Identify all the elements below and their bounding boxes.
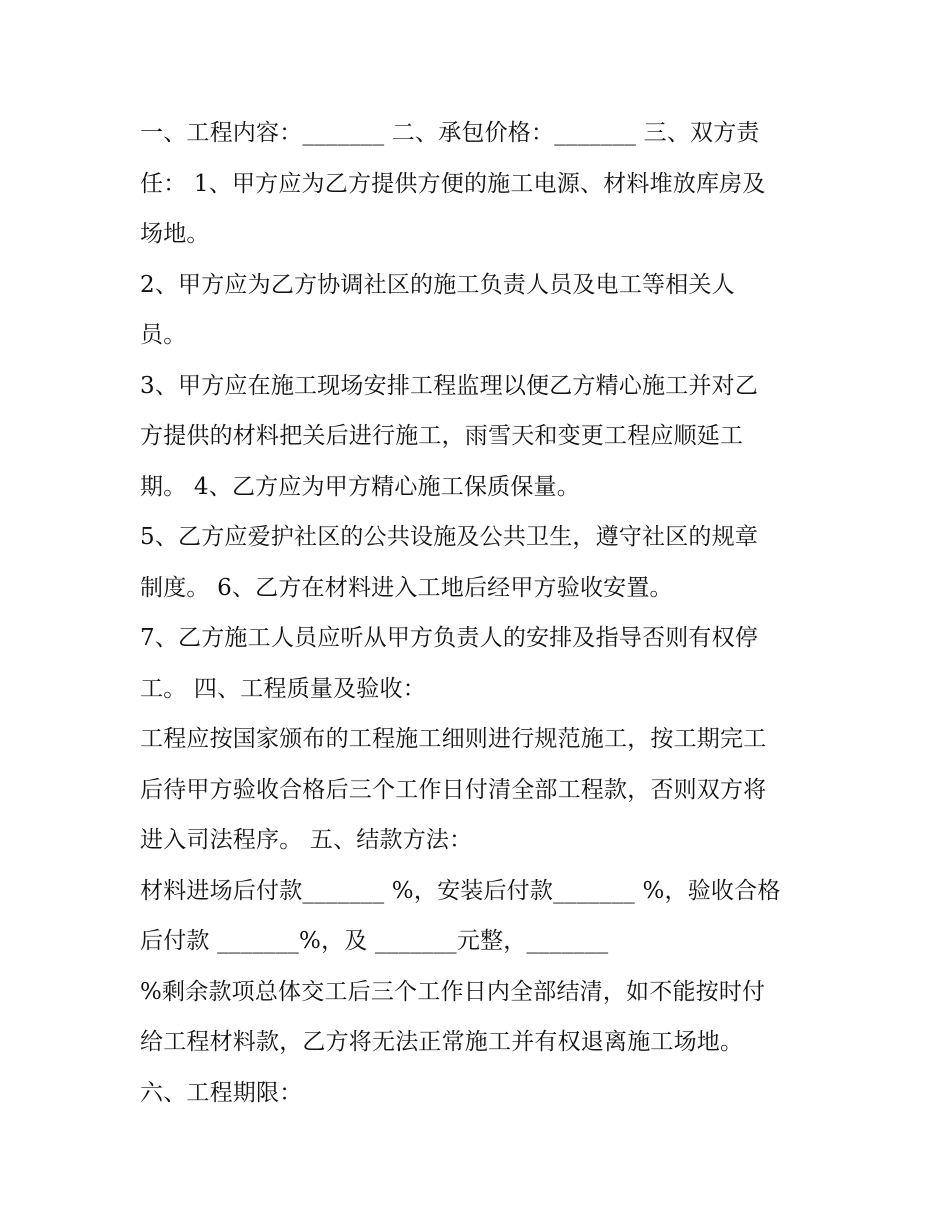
text-line: %剩余款项总体交工后三个工作日内全部结清，如不能按时付 [140, 978, 766, 1005]
text-line: 进入司法程序。 五、结款方法： [140, 827, 473, 853]
text-line: 场地。 [140, 221, 210, 247]
text-line: 工程应按国家颁布的工程施工细则进行规范施工，按工期完工 [140, 726, 767, 752]
text-line: 制度。 6、乙方在材料进入工地后经甲方验收安置。 [140, 574, 673, 601]
text-line: 员。 [140, 322, 187, 348]
text-line: 材料进场后付款_______ %，安装后付款_______ %，验收合格 [140, 877, 781, 904]
text-line: 六、工程期限： [140, 1079, 303, 1106]
text-line: 给工程材料款，乙方将无法正常施工并有权退离施工场地。 [140, 1029, 744, 1055]
text-line: 7、乙方施工人员应听从甲方负责人的安排及指导否则有权停 [140, 625, 759, 651]
text-line: 工。 四、工程质量及验收： [140, 675, 426, 702]
text-line: 后待甲方验收合格后三个工作日付清全部工程款，否则双方将 [140, 776, 767, 803]
document-body [140, 108, 820, 1118]
text-line: 方提供的材料把关后进行施工，雨雪天和变更工程应顺延工 [140, 423, 744, 449]
text-line: 一、工程内容：_______ 二、承包价格：_______ 三、双方责 [140, 120, 760, 146]
text-line: 2、甲方应为乙方协调社区的施工负责人员及电工等相关人 [140, 271, 735, 298]
text-line: 3、甲方应在施工现场安排工程监理以便乙方精心施工并对乙 [140, 372, 759, 399]
text-line: 5、乙方应爱护社区的公共设施及公共卫生，遵守社区的规章 [140, 524, 759, 550]
text-line: 期。 4、乙方应为甲方精心施工保质保量。 [140, 473, 580, 500]
text-line: 任： 1、甲方应为乙方提供方便的施工电源、材料堆放库房及 [140, 170, 766, 197]
text-line: 后付款 _______%，及 _______元整，_______ [140, 928, 609, 954]
